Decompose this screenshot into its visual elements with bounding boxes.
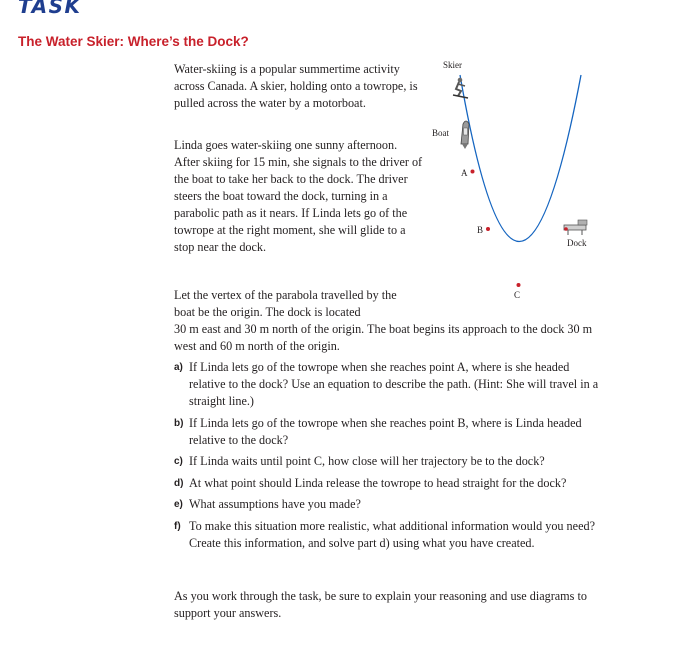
dock-icon: [564, 220, 587, 235]
question-e: [174, 496, 604, 513]
closing-paragraph: As you work through the task, be sure to explain your reasoning and use diagrams to support your answers.: [174, 589, 587, 620]
question-list: [174, 359, 604, 556]
point-b-label: B: [477, 225, 484, 235]
dock-marker: [564, 227, 568, 231]
question-b-label: b): [174, 417, 184, 429]
intro-paragraph-3-end: 30 m east and 30 m north of the origin. The boat begins its approach to the dock 30 m west and 60 m north of the origin.: [174, 322, 593, 353]
question-e-text: What assumptions have you made?: [189, 497, 361, 511]
question-f: [174, 518, 604, 552]
question-e-label: e): [174, 499, 183, 510]
skier-label: Skier: [443, 60, 462, 70]
question-a-text: If Linda lets go of the towrope when she reaches point A, where is she headed relative to the dock? Use an equation to describe the path. (Hint: She will travel in a straight line.): [189, 360, 599, 408]
parabolic-path: [460, 75, 581, 242]
boat-icon: [461, 121, 469, 149]
intro-paragraph-2: Linda goes water-skiing one sunny afternoon. After skiing for 15 min, she signals to the driver of the boat to take her back to the dock. The driver steers the boat toward the dock, turning in a parabolic path as it nears. If Linda lets go of the towrope at the right moment, she will glide to a stop near the dock.: [174, 138, 423, 254]
question-f-label: f): [174, 520, 181, 532]
question-c: [174, 453, 604, 470]
question-a-label: a): [174, 362, 183, 373]
page-title: The Water Skier: Where’s the Dock?: [18, 34, 249, 49]
skier-icon: [453, 78, 468, 98]
question-b: [174, 415, 604, 449]
task-heading: TASK: [18, 0, 82, 18]
question-a: [174, 359, 604, 410]
point-b-marker: [486, 227, 490, 231]
intro-paragraph-1: Water-skiing is a popular summertime activity across Canada. A skier, holding onto a towrope, is pulled across the water by a motorboat.: [174, 62, 418, 110]
question-f-text: To make this situation more realistic, what additional information would you need? Create this information, and solve part d) using what you have created.: [189, 518, 595, 550]
point-c-marker: [517, 283, 521, 287]
point-a-label: A: [461, 168, 468, 178]
intro-paragraph-3-start: Let the vertex of the parabola travelled by the boat be the origin. The dock is located: [174, 288, 397, 319]
dock-label: Dock: [567, 238, 587, 248]
question-b-text: If Linda lets go of the towrope when she reaches point B, where is Linda headed relative to the dock?: [189, 415, 582, 447]
question-d-label: d): [174, 477, 184, 489]
question-c-label: c): [174, 456, 183, 467]
question-d-text: At what point should Linda release the towrope to head straight for the dock?: [189, 475, 567, 490]
boat-label: Boat: [432, 128, 449, 138]
question-c-text: If Linda waits until point C, how close will her trajectory be to the dock?: [189, 454, 545, 468]
point-c-label: C: [514, 290, 521, 300]
point-a-marker: [471, 170, 475, 174]
question-d: [174, 475, 604, 492]
